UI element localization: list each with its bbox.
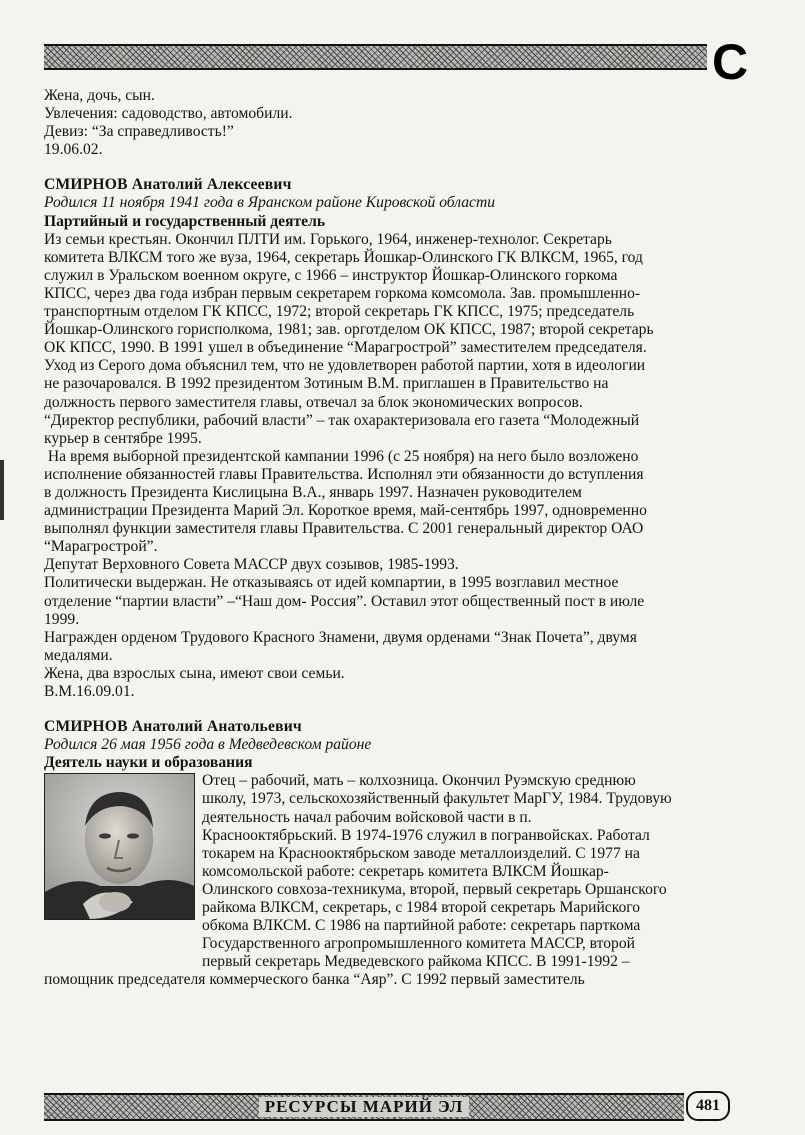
text-line: “Директор республики, рабочий власти” – так охарактеризовала его газета “Молодежный <box>44 411 640 429</box>
text-line: Олинского совхоза-техникума, второй, первый секретарь Оршанского <box>202 880 667 898</box>
text-line: На время выборной президентской кампании 1996 (с 25 ноября) на него было возложено <box>44 447 639 465</box>
person-role: Партийный и государственный деятель <box>44 212 326 230</box>
page-number: 481 <box>686 1091 730 1121</box>
text-line: служил в Уральском военном округе, с 1966 – инструктор Йошкар-Олинского горкома <box>44 266 618 284</box>
text-line: Депутат Верховного Совета МАССР двух созывов, 1985-1993. <box>44 556 459 574</box>
text-line: медалями. <box>44 646 113 664</box>
biography-text-column <box>202 772 744 971</box>
text-line: Жена, два взрослых сына, имеют свои семьи. <box>44 664 345 682</box>
biography-text <box>44 231 744 701</box>
text-line: не разочаровался. В 1992 президентом Зотиным В.М. приглашен в Правительство на <box>44 375 609 393</box>
text-line: “Марагрострой”. <box>44 538 158 556</box>
text-line: выполнял функции заместителя главы Правительства. С 2001 генеральный директор ОАО <box>44 520 644 538</box>
text-line: 1999. <box>44 610 80 628</box>
text-line: курьер в сентябре 1995. <box>44 429 202 447</box>
text-line: администрации Президента Марий Эл. Короткое время, май-сентябрь 1997, одновременно <box>44 502 647 520</box>
biography-entry-1 <box>44 176 744 701</box>
text-line: в должность Президента Кислицына В.А., январь 1997. Назначен руководителем <box>44 483 582 501</box>
page-content <box>44 87 744 990</box>
text-line: райкома ВЛКСМ, секретарь, с 1984 второй секретарь Марийского <box>202 899 641 917</box>
text-line: Политически выдержан. Не отказываясь от идей компартии, в 1995 возглавил местное <box>44 574 619 592</box>
text-line: Йошкар-Олинского горисполкома, 1981; зав. орготделом ОК КПСС, 1987; второй секретарь <box>44 321 654 339</box>
text-line: Краснооктябрьский. В 1974-1976 служил в погранвойсках. Работал <box>202 826 650 844</box>
intro-line: Увлечения: садоводство, автомобили. <box>44 105 293 123</box>
text-line: комсомольской работе: секретарь комитета ВЛКСМ Йошкар- <box>202 862 609 880</box>
text-line: исполнение обязанностей главы Правительства. Исполнял эти обязанности до вступления <box>44 465 644 483</box>
text-line: Государственного агропромышленного комитета МАССР, второй <box>202 935 635 953</box>
section-letter: С <box>712 34 749 90</box>
person-name: СМИРНОВ Анатолий Алексеевич <box>44 176 292 194</box>
text-line: В.М.16.09.01. <box>44 683 135 700</box>
text-line: деятельность начал рабочим войсковой части в п. <box>202 808 532 826</box>
portrait-photo <box>44 773 195 920</box>
intro-line: 19.06.02. <box>44 141 103 159</box>
person-role: Деятель науки и образования <box>44 754 253 772</box>
intro-block <box>44 87 744 159</box>
text-line: должность первого заместителя главы, отвечал за блок экономических вопросов. <box>44 393 583 411</box>
intro-line: Девиз: “За справедливость!” <box>44 123 234 141</box>
biography-entry-2 <box>44 718 744 989</box>
text-line: обкома ВЛКСМ. С 1986 на партийной работе: секретарь парткома <box>202 917 641 935</box>
biography-with-photo <box>44 772 744 989</box>
header-decorative-band <box>44 44 707 70</box>
footer-band <box>44 1093 684 1121</box>
text-line: токарем на Краснооктябрьском заводе металлоизделий. С 1977 на <box>202 844 640 862</box>
text-line: отделение “партии власти” –“Наш дом- Россия”. Оставил этот общественный пост в июле <box>44 592 645 610</box>
text-line: первый секретарь Медведевского райкома КПСС. В 1991-1992 – <box>202 953 630 971</box>
text-line: Из семьи крестьян. Окончил ПЛТИ им. Горького, 1964, инженер-технолог. Секретарь <box>44 230 612 248</box>
birth-info: Родился 11 ноября 1941 года в Яранском районе Кировской области <box>44 194 496 212</box>
intro-line: Жена, дочь, сын. <box>44 87 155 104</box>
portrait-illustration <box>45 774 194 919</box>
person-name: СМИРНОВ Анатолий Анатольевич <box>44 718 302 736</box>
text-line: Отец – рабочий, мать – колхозница. Окончил Руэмскую среднюю <box>202 772 636 790</box>
text-line: Уход из Серого дома объяснил тем, что не удовлетворен работой партии, хотя в идеологии <box>44 357 646 375</box>
footer-title: РЕСУРСЫ МАРИЙ ЭЛ <box>259 1097 470 1117</box>
text-line: транспортным отделом ГК КПСС, 1972; второй секретарь ГК КПСС, 1975; председатель <box>44 303 635 321</box>
text-line: помощник председателя коммерческого банка “Аяр”. С 1992 первый заместитель <box>44 971 585 989</box>
text-line: комитета ВЛКСМ того же вуза, 1964, секретарь Йошкар-Олинского ГК ВЛКСМ, 1965, год <box>44 248 643 266</box>
text-line: ОК КПСС, 1990. В 1991 ушел в объединение “Марагрострой” заместителем председателя. <box>44 339 647 357</box>
text-line: школу, 1973, сельскохозяйственный факультет МарГУ, 1984. Трудовую <box>202 790 672 808</box>
text-line: Награжден орденом Трудового Красного Знамени, двумя орденами “Знак Почета”, двумя <box>44 628 637 646</box>
birth-info: Родился 26 мая 1956 года в Медведевском районе <box>44 736 372 754</box>
scan-edge-mark <box>0 460 4 520</box>
text-line: КПСС, через два года избран первым секретарем горкома комсомола. Зав. промышленно- <box>44 284 641 302</box>
